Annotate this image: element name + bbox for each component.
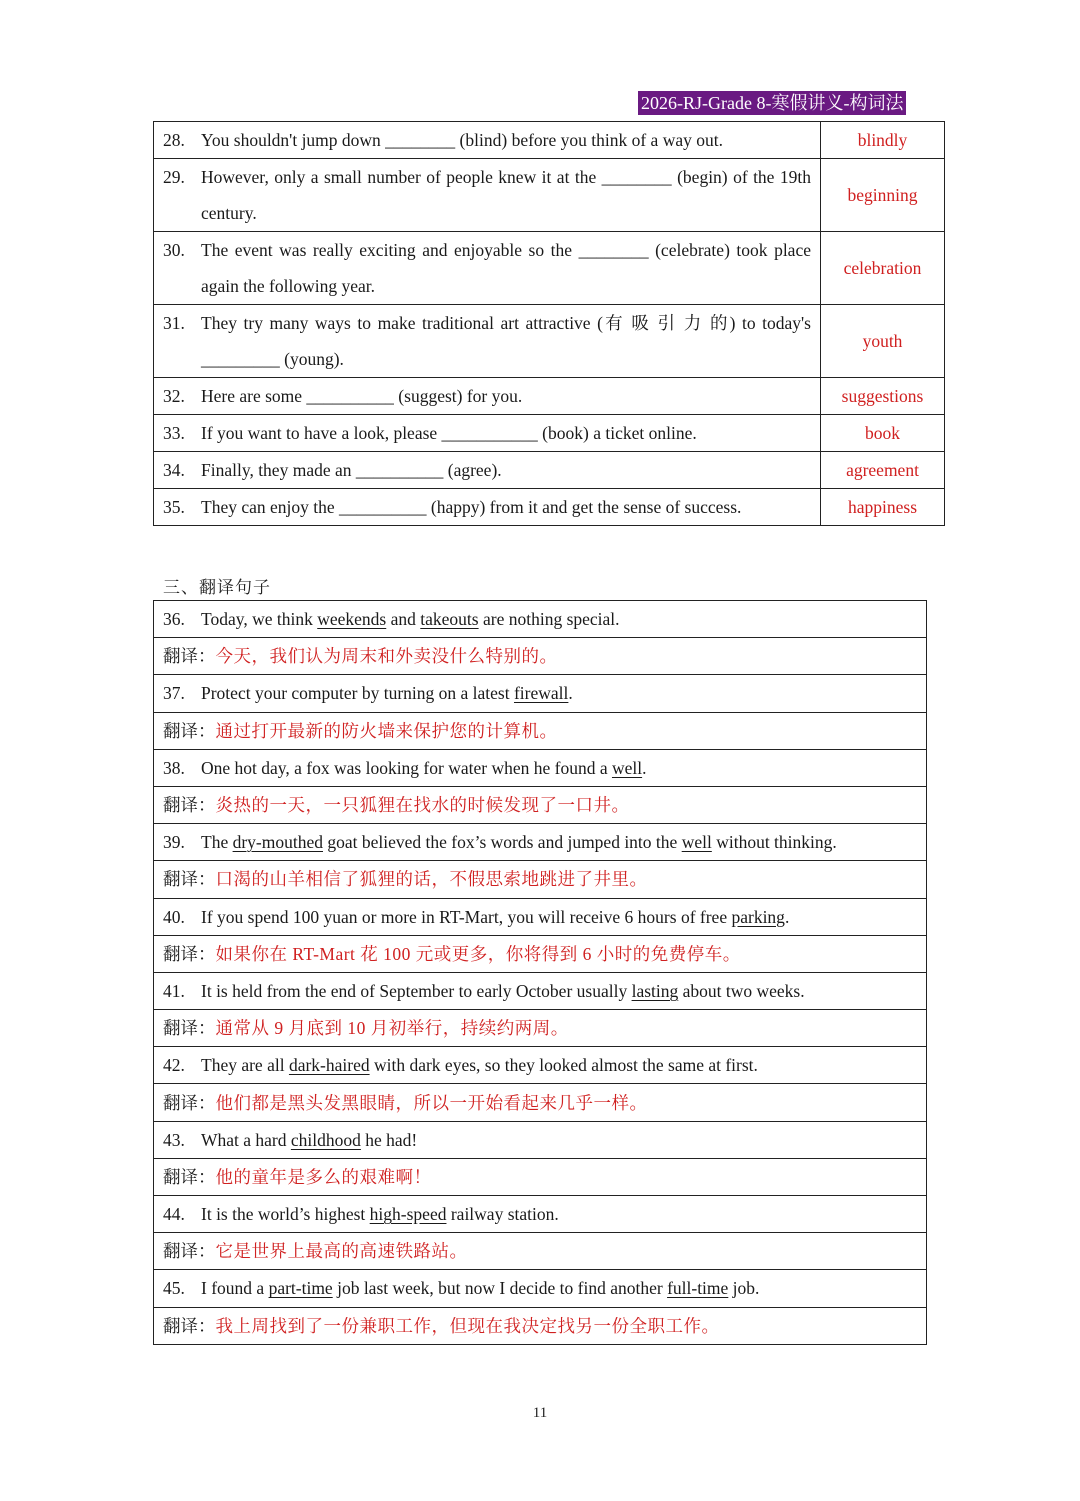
- key-word: full-time: [667, 1278, 729, 1299]
- question-text: However, only a small number of people knew it at the ________ (begin) of the 19th century.: [201, 167, 811, 223]
- question-number: 32.: [163, 386, 185, 406]
- translation-text: 我上周找到了一份兼职工作，但现在我决定找另一份全职工作。: [215, 1315, 720, 1336]
- sentence-text: job last week, but now I decide to find another: [332, 1278, 668, 1299]
- sentence-text: job.: [728, 1278, 760, 1299]
- sentence-row: [154, 601, 927, 638]
- translation-cell: [154, 1158, 927, 1195]
- sentence-text: What a hard: [201, 1129, 291, 1150]
- answer-cell: blindly: [821, 122, 945, 159]
- answer-cell: beginning: [821, 159, 945, 232]
- sentence-text: with dark eyes, so they looked almost the same at first.: [369, 1055, 758, 1076]
- answer-cell: book: [821, 415, 945, 452]
- question-text: They try many ways to make traditional art attractive (有 吸 引 力 的) to today's _________ (young).: [201, 313, 811, 369]
- translation-cell: [154, 935, 927, 972]
- key-word: takeouts: [420, 609, 479, 630]
- translation-text: 通常从 9 月底到 10 月初举行，持续约两周。: [215, 1018, 569, 1039]
- translation-label: 翻译：: [163, 1241, 216, 1262]
- sentence-cell: [154, 824, 927, 861]
- key-word: firewall: [513, 683, 569, 704]
- key-word: weekends: [317, 609, 387, 630]
- header-tag: 2026-RJ-Grade 8-寒假讲义-构词法: [638, 91, 906, 115]
- question-number: 30.: [163, 240, 185, 260]
- sentence-text: railway station.: [446, 1204, 559, 1225]
- question-number: 28.: [163, 130, 185, 150]
- translation-label: 翻译：: [163, 646, 216, 667]
- fill-in-table: [153, 121, 945, 526]
- translation-row: [154, 1158, 927, 1195]
- sentence-number: 38.: [163, 757, 185, 778]
- answer-cell: celebration: [821, 232, 945, 305]
- translation-cell: [154, 712, 927, 749]
- sentence-text: .: [568, 683, 573, 704]
- sentence-cell: [154, 972, 927, 1009]
- translation-label: 翻译：: [163, 795, 216, 816]
- translation-row: [154, 786, 927, 823]
- sentence-text: about two weeks.: [678, 980, 805, 1001]
- translation-text: 炎热的一天，一只狐狸在找水的时候发现了一口井。: [215, 795, 630, 816]
- sentence-text: are nothing special.: [478, 609, 620, 630]
- sentence-row: [154, 675, 927, 712]
- sentence-text: without thinking.: [711, 832, 837, 853]
- sentence-cell: [154, 601, 927, 638]
- question-cell: [154, 305, 821, 378]
- page-number: 11: [532, 1405, 548, 1421]
- question-text: Here are some __________ (suggest) for you.: [201, 386, 523, 406]
- sentence-number: 42.: [163, 1055, 185, 1076]
- sentence-number: 41.: [163, 980, 185, 1001]
- translation-label: 翻译：: [163, 943, 216, 964]
- sentence-row: [154, 1196, 927, 1233]
- translation-cell: [154, 1084, 927, 1121]
- section-title: 三、翻译句子: [163, 578, 271, 597]
- translation-table: [153, 600, 927, 1345]
- sentence-row: [154, 972, 927, 1009]
- sentence-text: One hot day, a fox was looking for water when he found a: [201, 757, 612, 778]
- question-number: 33.: [163, 423, 185, 443]
- answer-cell: agreement: [821, 452, 945, 489]
- sentence-text: Protect your computer by turning on a latest: [201, 683, 514, 704]
- translation-row: [154, 1010, 927, 1047]
- sentence-cell: [154, 1121, 927, 1158]
- question-text: The event was really exciting and enjoyable so the ________ (celebrate) took place again the following year.: [201, 240, 811, 296]
- fill-in-row: [154, 232, 945, 305]
- sentence-text: Today, we think: [201, 609, 318, 630]
- question-cell: [154, 232, 821, 305]
- translation-text: 今天，我们认为周末和外卖没什么特别的。: [215, 646, 558, 667]
- question-text: You shouldn't jump down ________ (blind) before you think of a way out.: [201, 130, 723, 150]
- translation-label: 翻译：: [163, 869, 216, 890]
- sentence-text: The: [201, 832, 233, 853]
- key-word: well: [681, 832, 712, 853]
- translation-label: 翻译：: [163, 1315, 216, 1336]
- translation-row: [154, 712, 927, 749]
- question-text: Finally, they made an __________ (agree).: [201, 460, 502, 480]
- sentence-cell: [154, 749, 927, 786]
- fill-in-row: [154, 159, 945, 232]
- question-cell: [154, 378, 821, 415]
- question-number: 31.: [163, 313, 185, 333]
- translation-row: [154, 1307, 927, 1344]
- key-word: dark-haired: [288, 1055, 370, 1076]
- question-number: 35.: [163, 497, 185, 517]
- sentence-text: It is held from the end of September to early October usually: [201, 980, 632, 1001]
- question-cell: [154, 452, 821, 489]
- answer-cell: happiness: [821, 489, 945, 526]
- translation-label: 翻译：: [163, 1166, 216, 1187]
- translation-row: [154, 861, 927, 898]
- fill-in-row: [154, 415, 945, 452]
- sentence-text: he had!: [360, 1129, 418, 1150]
- fill-in-row: [154, 122, 945, 159]
- sentence-text: goat believed the fox’s words and jumped into the: [323, 832, 682, 853]
- sentence-text: and: [386, 609, 421, 630]
- sentence-text: They are all: [201, 1055, 289, 1076]
- translation-cell: [154, 786, 927, 823]
- key-word: lasting: [631, 980, 679, 1001]
- sentence-row: [154, 898, 927, 935]
- translation-label: 翻译：: [163, 1092, 216, 1113]
- question-number: 29.: [163, 167, 185, 187]
- fill-in-row: [154, 452, 945, 489]
- answer-cell: suggestions: [821, 378, 945, 415]
- sentence-number: 44.: [163, 1204, 185, 1225]
- key-word: part-time: [268, 1278, 333, 1299]
- sentence-text: .: [642, 757, 647, 778]
- question-number: 34.: [163, 460, 185, 480]
- translation-text: 通过打开最新的防火墙来保护您的计算机。: [215, 720, 558, 741]
- key-word: parking: [731, 906, 785, 927]
- sentence-number: 37.: [163, 683, 185, 704]
- translation-row: [154, 1233, 927, 1270]
- sentence-row: [154, 824, 927, 861]
- translation-text: 它是世界上最高的高速铁路站。: [215, 1241, 468, 1262]
- sentence-row: [154, 749, 927, 786]
- sentence-number: 40.: [163, 906, 185, 927]
- answer-cell: youth: [821, 305, 945, 378]
- translation-cell: [154, 638, 927, 675]
- question-text: If you want to have a look, please ___________ (book) a ticket online.: [201, 423, 697, 443]
- sentence-row: [154, 1047, 927, 1084]
- translation-text: 他们都是黑头发黑眼睛，所以一开始看起来几乎一样。: [215, 1092, 648, 1113]
- translation-row: [154, 638, 927, 675]
- question-cell: [154, 489, 821, 526]
- translation-cell: [154, 1233, 927, 1270]
- sentence-row: [154, 1121, 927, 1158]
- sentence-cell: [154, 898, 927, 935]
- translation-text: 他的童年是多么的艰难啊！: [215, 1166, 432, 1187]
- sentence-text: .: [784, 906, 790, 927]
- sentence-number: 39.: [163, 832, 185, 853]
- sentence-text: If you spend 100 yuan or more in RT-Mart, you will receive 6 hours of free: [201, 906, 732, 927]
- translation-text: 如果你在 RT-Mart 花 100 元或更多，你将得到 6 小时的免费停车。: [215, 943, 741, 964]
- translation-label: 翻译：: [163, 1018, 216, 1039]
- sentence-row: [154, 1270, 927, 1307]
- sentence-cell: [154, 1196, 927, 1233]
- key-word: high-speed: [369, 1204, 447, 1225]
- translation-cell: [154, 1307, 927, 1344]
- translation-label: 翻译：: [163, 720, 216, 741]
- key-word: well: [611, 757, 643, 778]
- translation-cell: [154, 1010, 927, 1047]
- sentence-number: 45.: [163, 1278, 185, 1299]
- translation-text: 口渴的山羊相信了狐狸的话，不假思索地跳进了井里。: [215, 869, 648, 890]
- question-cell: [154, 159, 821, 232]
- sentence-cell: [154, 1270, 927, 1307]
- translation-cell: [154, 861, 927, 898]
- sentence-cell: [154, 1047, 927, 1084]
- fill-in-row: [154, 378, 945, 415]
- fill-in-row: [154, 305, 945, 378]
- sentence-cell: [154, 675, 927, 712]
- question-text: They can enjoy the __________ (happy) from it and get the sense of success.: [201, 497, 742, 517]
- sentence-text: It is the world’s highest: [201, 1204, 370, 1225]
- fill-in-row: [154, 489, 945, 526]
- translation-row: [154, 1084, 927, 1121]
- translation-row: [154, 935, 927, 972]
- key-word: dry-mouthed: [232, 832, 323, 853]
- sentence-text: I found a: [201, 1278, 269, 1299]
- question-cell: [154, 122, 821, 159]
- sentence-number: 36.: [163, 609, 185, 630]
- key-word: childhood: [290, 1129, 361, 1150]
- question-cell: [154, 415, 821, 452]
- sentence-number: 43.: [163, 1129, 185, 1150]
